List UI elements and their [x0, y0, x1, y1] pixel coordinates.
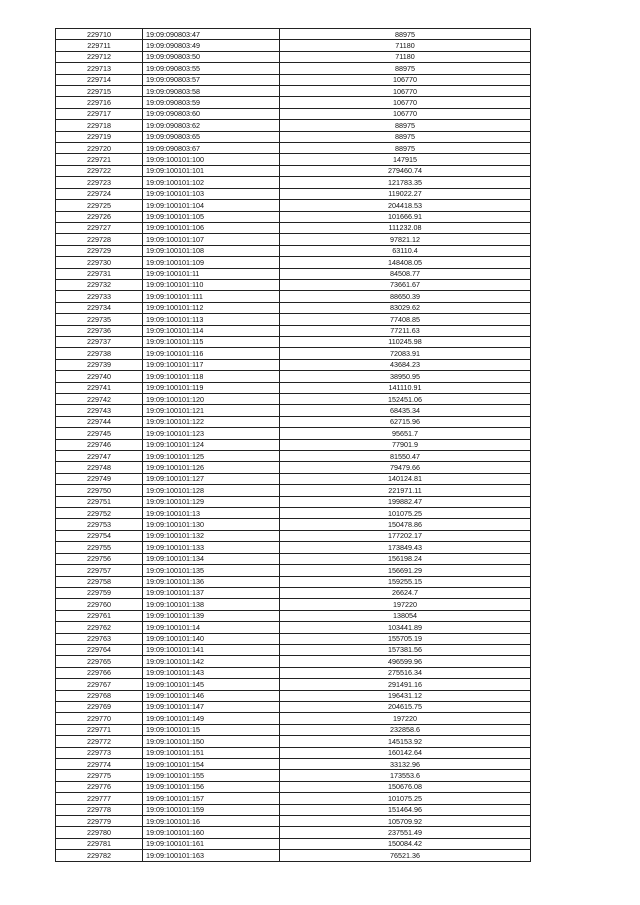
row-id-cell: 229720: [56, 143, 143, 154]
table-row: [56, 131, 531, 142]
cadastral-code-cell: 19:09:100101:151: [143, 747, 280, 758]
row-id-cell: 229763: [56, 633, 143, 644]
cadastral-code-cell: 19:09:100101:150: [143, 736, 280, 747]
table-row: [56, 74, 531, 85]
row-id-cell: 229735: [56, 314, 143, 325]
row-id-cell: 229734: [56, 302, 143, 313]
table-row: [56, 177, 531, 188]
row-id-cell: 229726: [56, 211, 143, 222]
cadastral-code-cell: 19:09:100101:111: [143, 291, 280, 302]
value-cell: 101075.25: [280, 793, 531, 804]
cadastral-code-cell: 19:09:100101:156: [143, 781, 280, 792]
table-row: [56, 154, 531, 165]
row-id-cell: 229780: [56, 827, 143, 838]
row-id-cell: 229724: [56, 188, 143, 199]
row-id-cell: 229730: [56, 257, 143, 268]
value-cell: 71180: [280, 51, 531, 62]
table-row: [56, 302, 531, 313]
value-cell: 237551.49: [280, 827, 531, 838]
table-row: [56, 97, 531, 108]
row-id-cell: 229774: [56, 759, 143, 770]
row-id-cell: 229747: [56, 451, 143, 462]
cadastral-code-cell: 19:09:100101:11: [143, 268, 280, 279]
value-cell: 88975: [280, 143, 531, 154]
row-id-cell: 229766: [56, 667, 143, 678]
value-cell: 177202.17: [280, 530, 531, 541]
cadastral-code-cell: 19:09:100101:103: [143, 188, 280, 199]
value-cell: 84508.77: [280, 268, 531, 279]
cadastral-code-cell: 19:09:100101:155: [143, 770, 280, 781]
table-row: [56, 234, 531, 245]
row-id-cell: 229742: [56, 394, 143, 405]
table-row: [56, 222, 531, 233]
table-row: [56, 724, 531, 735]
table-row: [56, 279, 531, 290]
cadastral-code-cell: 19:09:100101:136: [143, 576, 280, 587]
row-id-cell: 229739: [56, 359, 143, 370]
row-id-cell: 229716: [56, 97, 143, 108]
value-cell: 111232.08: [280, 222, 531, 233]
table-row: [56, 336, 531, 347]
row-id-cell: 229715: [56, 86, 143, 97]
table-row: [56, 165, 531, 176]
row-id-cell: 229765: [56, 656, 143, 667]
cadastral-code-cell: 19:09:100101:142: [143, 656, 280, 667]
row-id-cell: 229727: [56, 222, 143, 233]
table-row: [56, 553, 531, 564]
row-id-cell: 229741: [56, 382, 143, 393]
table-row: [56, 599, 531, 610]
table-row: [56, 633, 531, 644]
row-id-cell: 229759: [56, 587, 143, 598]
table-row: [56, 656, 531, 667]
row-id-cell: 229757: [56, 565, 143, 576]
value-cell: 106770: [280, 108, 531, 119]
value-cell: 76521.36: [280, 850, 531, 861]
row-id-cell: 229777: [56, 793, 143, 804]
row-id-cell: 229756: [56, 553, 143, 564]
cadastral-code-cell: 19:09:100101:107: [143, 234, 280, 245]
row-id-cell: 229752: [56, 508, 143, 519]
cadastral-code-cell: 19:09:100101:134: [143, 553, 280, 564]
value-cell: 275516.34: [280, 667, 531, 678]
cadastral-code-cell: 19:09:100101:121: [143, 405, 280, 416]
table-row: [56, 610, 531, 621]
cadastral-code-cell: 19:09:100101:113: [143, 314, 280, 325]
table-row: [56, 713, 531, 724]
cadastral-code-cell: 19:09:100101:14: [143, 622, 280, 633]
value-cell: 150478.86: [280, 519, 531, 530]
value-cell: 79479.66: [280, 462, 531, 473]
table-row: [56, 40, 531, 51]
value-cell: 152451.06: [280, 394, 531, 405]
table-row: [56, 348, 531, 359]
value-cell: 88975: [280, 29, 531, 40]
table-row: [56, 108, 531, 119]
row-id-cell: 229746: [56, 439, 143, 450]
row-id-cell: 229740: [56, 371, 143, 382]
table-row: [56, 257, 531, 268]
row-id-cell: 229775: [56, 770, 143, 781]
table-row: [56, 793, 531, 804]
cadastral-code-cell: 19:09:100101:125: [143, 451, 280, 462]
value-cell: 88975: [280, 120, 531, 131]
row-id-cell: 229744: [56, 416, 143, 427]
value-cell: 88975: [280, 131, 531, 142]
table-row: [56, 485, 531, 496]
value-cell: 106770: [280, 74, 531, 85]
cadastral-code-cell: 19:09:100101:147: [143, 701, 280, 712]
value-cell: 196431.12: [280, 690, 531, 701]
cadastral-code-cell: 19:09:100101:112: [143, 302, 280, 313]
cadastral-code-cell: 19:09:100101:116: [143, 348, 280, 359]
table-row: [56, 736, 531, 747]
table-row: [56, 86, 531, 97]
row-id-cell: 229731: [56, 268, 143, 279]
value-cell: 291491.16: [280, 679, 531, 690]
value-cell: 95651.7: [280, 428, 531, 439]
data-table-body: [56, 29, 531, 862]
cadastral-code-cell: 19:09:100101:163: [143, 850, 280, 861]
cadastral-code-cell: 19:09:100101:130: [143, 519, 280, 530]
table-row: [56, 143, 531, 154]
table-row: [56, 211, 531, 222]
cadastral-code-cell: 19:09:090803:60: [143, 108, 280, 119]
row-id-cell: 229725: [56, 200, 143, 211]
table-row: [56, 63, 531, 74]
value-cell: 83029.62: [280, 302, 531, 313]
value-cell: 68435.34: [280, 405, 531, 416]
row-id-cell: 229732: [56, 279, 143, 290]
table-row: [56, 51, 531, 62]
cadastral-code-cell: 19:09:100101:100: [143, 154, 280, 165]
cadastral-code-cell: 19:09:100101:149: [143, 713, 280, 724]
cadastral-code-cell: 19:09:100101:108: [143, 245, 280, 256]
value-cell: 38950.95: [280, 371, 531, 382]
value-cell: 119022.27: [280, 188, 531, 199]
cadastral-code-cell: 19:09:100101:145: [143, 679, 280, 690]
cadastral-code-cell: 19:09:100101:154: [143, 759, 280, 770]
table-row: [56, 29, 531, 40]
value-cell: 106770: [280, 97, 531, 108]
value-cell: 197220: [280, 599, 531, 610]
value-cell: 197220: [280, 713, 531, 724]
cadastral-code-cell: 19:09:100101:15: [143, 724, 280, 735]
row-id-cell: 229743: [56, 405, 143, 416]
row-id-cell: 229737: [56, 336, 143, 347]
value-cell: 105709.92: [280, 816, 531, 827]
value-cell: 88975: [280, 63, 531, 74]
cadastral-code-cell: 19:09:100101:118: [143, 371, 280, 382]
value-cell: 43684.23: [280, 359, 531, 370]
value-cell: 173553.6: [280, 770, 531, 781]
table-row: [56, 679, 531, 690]
cadastral-code-cell: 19:09:100101:133: [143, 542, 280, 553]
row-id-cell: 229769: [56, 701, 143, 712]
value-cell: 62715.96: [280, 416, 531, 427]
table-row: [56, 371, 531, 382]
row-id-cell: 229728: [56, 234, 143, 245]
cadastral-code-cell: 19:09:100101:101: [143, 165, 280, 176]
value-cell: 173849.43: [280, 542, 531, 553]
cadastral-code-cell: 19:09:100101:124: [143, 439, 280, 450]
cadastral-code-cell: 19:09:100101:135: [143, 565, 280, 576]
table-row: [56, 690, 531, 701]
table-row: [56, 496, 531, 507]
data-table: [55, 28, 531, 862]
value-cell: 63110.4: [280, 245, 531, 256]
table-row: [56, 644, 531, 655]
table-row: [56, 565, 531, 576]
table-row: [56, 405, 531, 416]
row-id-cell: 229748: [56, 462, 143, 473]
row-id-cell: 229717: [56, 108, 143, 119]
value-cell: 140124.81: [280, 473, 531, 484]
row-id-cell: 229770: [56, 713, 143, 724]
table-row: [56, 314, 531, 325]
table-row: [56, 587, 531, 598]
value-cell: 33132.96: [280, 759, 531, 770]
table-row: [56, 701, 531, 712]
table-row: [56, 850, 531, 861]
table-row: [56, 268, 531, 279]
value-cell: 160142.64: [280, 747, 531, 758]
cadastral-code-cell: 19:09:090803:47: [143, 29, 280, 40]
cadastral-code-cell: 19:09:100101:102: [143, 177, 280, 188]
cadastral-code-cell: 19:09:100101:126: [143, 462, 280, 473]
value-cell: 496599.96: [280, 656, 531, 667]
row-id-cell: 229751: [56, 496, 143, 507]
cadastral-code-cell: 19:09:090803:67: [143, 143, 280, 154]
row-id-cell: 229754: [56, 530, 143, 541]
cadastral-code-cell: 19:09:100101:109: [143, 257, 280, 268]
row-id-cell: 229773: [56, 747, 143, 758]
cadastral-code-cell: 19:09:100101:16: [143, 816, 280, 827]
row-id-cell: 229779: [56, 816, 143, 827]
cadastral-code-cell: 19:09:100101:105: [143, 211, 280, 222]
value-cell: 101666.91: [280, 211, 531, 222]
cadastral-code-cell: 19:09:090803:57: [143, 74, 280, 85]
table-row: [56, 827, 531, 838]
table-row: [56, 473, 531, 484]
table-row: [56, 576, 531, 587]
value-cell: 159255.15: [280, 576, 531, 587]
value-cell: 72083.91: [280, 348, 531, 359]
value-cell: 101075.25: [280, 508, 531, 519]
value-cell: 157381.56: [280, 644, 531, 655]
row-id-cell: 229745: [56, 428, 143, 439]
value-cell: 156198.24: [280, 553, 531, 564]
cadastral-code-cell: 19:09:100101:120: [143, 394, 280, 405]
row-id-cell: 229719: [56, 131, 143, 142]
value-cell: 77408.85: [280, 314, 531, 325]
table-row: [56, 451, 531, 462]
value-cell: 204615.75: [280, 701, 531, 712]
cadastral-code-cell: 19:09:100101:143: [143, 667, 280, 678]
value-cell: 148408.05: [280, 257, 531, 268]
value-cell: 97821.12: [280, 234, 531, 245]
row-id-cell: 229712: [56, 51, 143, 62]
table-row: [56, 816, 531, 827]
row-id-cell: 229781: [56, 838, 143, 849]
value-cell: 221971.11: [280, 485, 531, 496]
value-cell: 71180: [280, 40, 531, 51]
cadastral-code-cell: 19:09:100101:140: [143, 633, 280, 644]
row-id-cell: 229771: [56, 724, 143, 735]
value-cell: 110245.98: [280, 336, 531, 347]
value-cell: 141110.91: [280, 382, 531, 393]
value-cell: 204418.53: [280, 200, 531, 211]
table-row: [56, 804, 531, 815]
table-row: [56, 416, 531, 427]
row-id-cell: 229776: [56, 781, 143, 792]
row-id-cell: 229711: [56, 40, 143, 51]
cadastral-code-cell: 19:09:090803:58: [143, 86, 280, 97]
row-id-cell: 229755: [56, 542, 143, 553]
cadastral-code-cell: 19:09:100101:128: [143, 485, 280, 496]
value-cell: 81550.47: [280, 451, 531, 462]
table-row: [56, 120, 531, 131]
table-row: [56, 439, 531, 450]
cadastral-code-cell: 19:09:090803:50: [143, 51, 280, 62]
row-id-cell: 229733: [56, 291, 143, 302]
value-cell: 26624.7: [280, 587, 531, 598]
value-cell: 138054: [280, 610, 531, 621]
cadastral-code-cell: 19:09:100101:138: [143, 599, 280, 610]
value-cell: 151464.96: [280, 804, 531, 815]
value-cell: 199882.47: [280, 496, 531, 507]
row-id-cell: 229721: [56, 154, 143, 165]
value-cell: 106770: [280, 86, 531, 97]
value-cell: 147915: [280, 154, 531, 165]
table-row: [56, 325, 531, 336]
table-row: [56, 781, 531, 792]
cadastral-code-cell: 19:09:100101:157: [143, 793, 280, 804]
row-id-cell: 229778: [56, 804, 143, 815]
cadastral-code-cell: 19:09:090803:62: [143, 120, 280, 131]
cadastral-code-cell: 19:09:090803:59: [143, 97, 280, 108]
value-cell: 232858.6: [280, 724, 531, 735]
cadastral-code-cell: 19:09:090803:55: [143, 63, 280, 74]
table-row: [56, 530, 531, 541]
row-id-cell: 229768: [56, 690, 143, 701]
table-row: [56, 542, 531, 553]
cadastral-code-cell: 19:09:100101:160: [143, 827, 280, 838]
cadastral-code-cell: 19:09:100101:141: [143, 644, 280, 655]
cadastral-code-cell: 19:09:100101:106: [143, 222, 280, 233]
table-row: [56, 462, 531, 473]
table-row: [56, 667, 531, 678]
row-id-cell: 229767: [56, 679, 143, 690]
row-id-cell: 229722: [56, 165, 143, 176]
table-row: [56, 759, 531, 770]
cadastral-code-cell: 19:09:100101:119: [143, 382, 280, 393]
value-cell: 279460.74: [280, 165, 531, 176]
row-id-cell: 229750: [56, 485, 143, 496]
row-id-cell: 229764: [56, 644, 143, 655]
cadastral-code-cell: 19:09:090803:49: [143, 40, 280, 51]
cadastral-code-cell: 19:09:100101:137: [143, 587, 280, 598]
table-row: [56, 359, 531, 370]
table-row: [56, 428, 531, 439]
row-id-cell: 229762: [56, 622, 143, 633]
row-id-cell: 229718: [56, 120, 143, 131]
table-row: [56, 382, 531, 393]
row-id-cell: 229713: [56, 63, 143, 74]
cadastral-code-cell: 19:09:100101:122: [143, 416, 280, 427]
value-cell: 156691.29: [280, 565, 531, 576]
cadastral-code-cell: 19:09:100101:146: [143, 690, 280, 701]
row-id-cell: 229772: [56, 736, 143, 747]
cadastral-code-cell: 19:09:100101:115: [143, 336, 280, 347]
row-id-cell: 229736: [56, 325, 143, 336]
value-cell: 77901.9: [280, 439, 531, 450]
row-id-cell: 229753: [56, 519, 143, 530]
table-row: [56, 291, 531, 302]
value-cell: 150676.08: [280, 781, 531, 792]
row-id-cell: 229710: [56, 29, 143, 40]
cadastral-code-cell: 19:09:100101:104: [143, 200, 280, 211]
cadastral-code-cell: 19:09:100101:132: [143, 530, 280, 541]
row-id-cell: 229729: [56, 245, 143, 256]
value-cell: 150084.42: [280, 838, 531, 849]
value-cell: 121783.35: [280, 177, 531, 188]
cadastral-code-cell: 19:09:100101:117: [143, 359, 280, 370]
row-id-cell: 229738: [56, 348, 143, 359]
cadastral-code-cell: 19:09:100101:159: [143, 804, 280, 815]
table-row: [56, 394, 531, 405]
table-row: [56, 188, 531, 199]
row-id-cell: 229723: [56, 177, 143, 188]
value-cell: 73661.67: [280, 279, 531, 290]
row-id-cell: 229782: [56, 850, 143, 861]
row-id-cell: 229760: [56, 599, 143, 610]
value-cell: 145153.92: [280, 736, 531, 747]
table-row: [56, 622, 531, 633]
value-cell: 103441.89: [280, 622, 531, 633]
table-row: [56, 200, 531, 211]
row-id-cell: 229749: [56, 473, 143, 484]
cadastral-code-cell: 19:09:100101:123: [143, 428, 280, 439]
cadastral-code-cell: 19:09:100101:129: [143, 496, 280, 507]
cadastral-code-cell: 19:09:100101:114: [143, 325, 280, 336]
cadastral-code-cell: 19:09:100101:127: [143, 473, 280, 484]
row-id-cell: 229758: [56, 576, 143, 587]
table-row: [56, 770, 531, 781]
cadastral-code-cell: 19:09:100101:161: [143, 838, 280, 849]
cadastral-code-cell: 19:09:100101:13: [143, 508, 280, 519]
row-id-cell: 229761: [56, 610, 143, 621]
table-row: [56, 508, 531, 519]
table-row: [56, 838, 531, 849]
table-row: [56, 245, 531, 256]
value-cell: 88650.39: [280, 291, 531, 302]
cadastral-code-cell: 19:09:100101:139: [143, 610, 280, 621]
row-id-cell: 229714: [56, 74, 143, 85]
cadastral-code-cell: 19:09:090803:65: [143, 131, 280, 142]
table-row: [56, 519, 531, 530]
value-cell: 77211.63: [280, 325, 531, 336]
value-cell: 155705.19: [280, 633, 531, 644]
cadastral-code-cell: 19:09:100101:110: [143, 279, 280, 290]
table-row: [56, 747, 531, 758]
